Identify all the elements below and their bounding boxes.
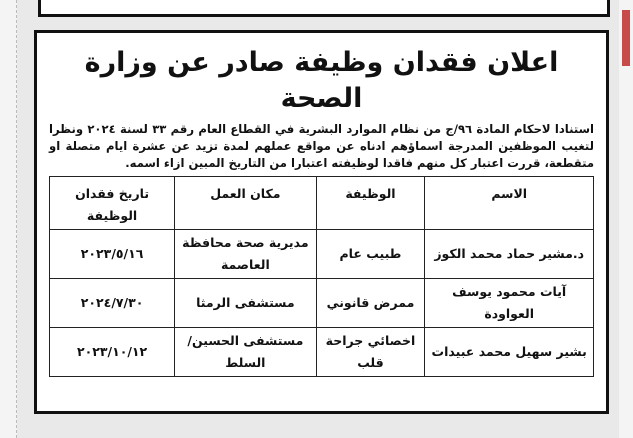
notice-body: استنادا لاحكام المادة ٩٦/ج من نظام الموارد البشرية في القطاع العام رقم ٣٣ لسنة ٢٠٢٤ ونظرا لتغيب الموظفين المدرجة اسماؤهم ادناه عن مواقع عملهم لمدة تزيد عن عشرة ايام متصلة او متقطعة، قررت اعتبار كل منهم فاقدا لوظيفته اعتبارا من التاريخ المبين ازاء اسمه. [49, 122, 594, 170]
cell-workplace: مستشفى الحسين/ السلط [175, 328, 316, 377]
cell-loss-date: ٢٠٢٣/١٠/١٢ [50, 328, 175, 377]
table-row [50, 230, 594, 279]
cell-job: طبيب عام [316, 230, 425, 279]
page-margin-left [0, 0, 17, 438]
page-margin-right [619, 0, 633, 438]
header-job: الوظيفة [316, 177, 425, 230]
cell-workplace: مستشفى الرمثا [175, 279, 316, 328]
cell-workplace: مديرية صحة محافظة العاصمة [175, 230, 316, 279]
notice-title: اعلان فقدان وظيفة صادر عن وزارة الصحة [84, 47, 559, 114]
table-row [50, 328, 594, 377]
employees-table [49, 176, 594, 377]
header-workplace: مكان العمل [175, 177, 316, 230]
header-loss-date: تاريخ فقدان الوظيفة [50, 177, 175, 230]
loss-of-job-notice [34, 30, 609, 414]
cell-name: بشير سهيل محمد عبيدات [425, 328, 594, 377]
cell-loss-date: ٢٠٢٣/٥/١٦ [50, 230, 175, 279]
header-name: الاسم [425, 177, 594, 230]
cell-loss-date: ٢٠٢٤/٧/٣٠ [50, 279, 175, 328]
table-row [50, 279, 594, 328]
cell-job: اخصائي جراحة قلب [316, 328, 425, 377]
adjacent-ad-edge [622, 10, 630, 66]
cell-job: ممرض قانوني [316, 279, 425, 328]
cell-name: د.مشير حماد محمد الكوز [425, 230, 594, 279]
table-header-row [50, 177, 594, 230]
cell-name: آيات محمود يوسف العواودة [425, 279, 594, 328]
previous-notice-box [38, 0, 610, 17]
